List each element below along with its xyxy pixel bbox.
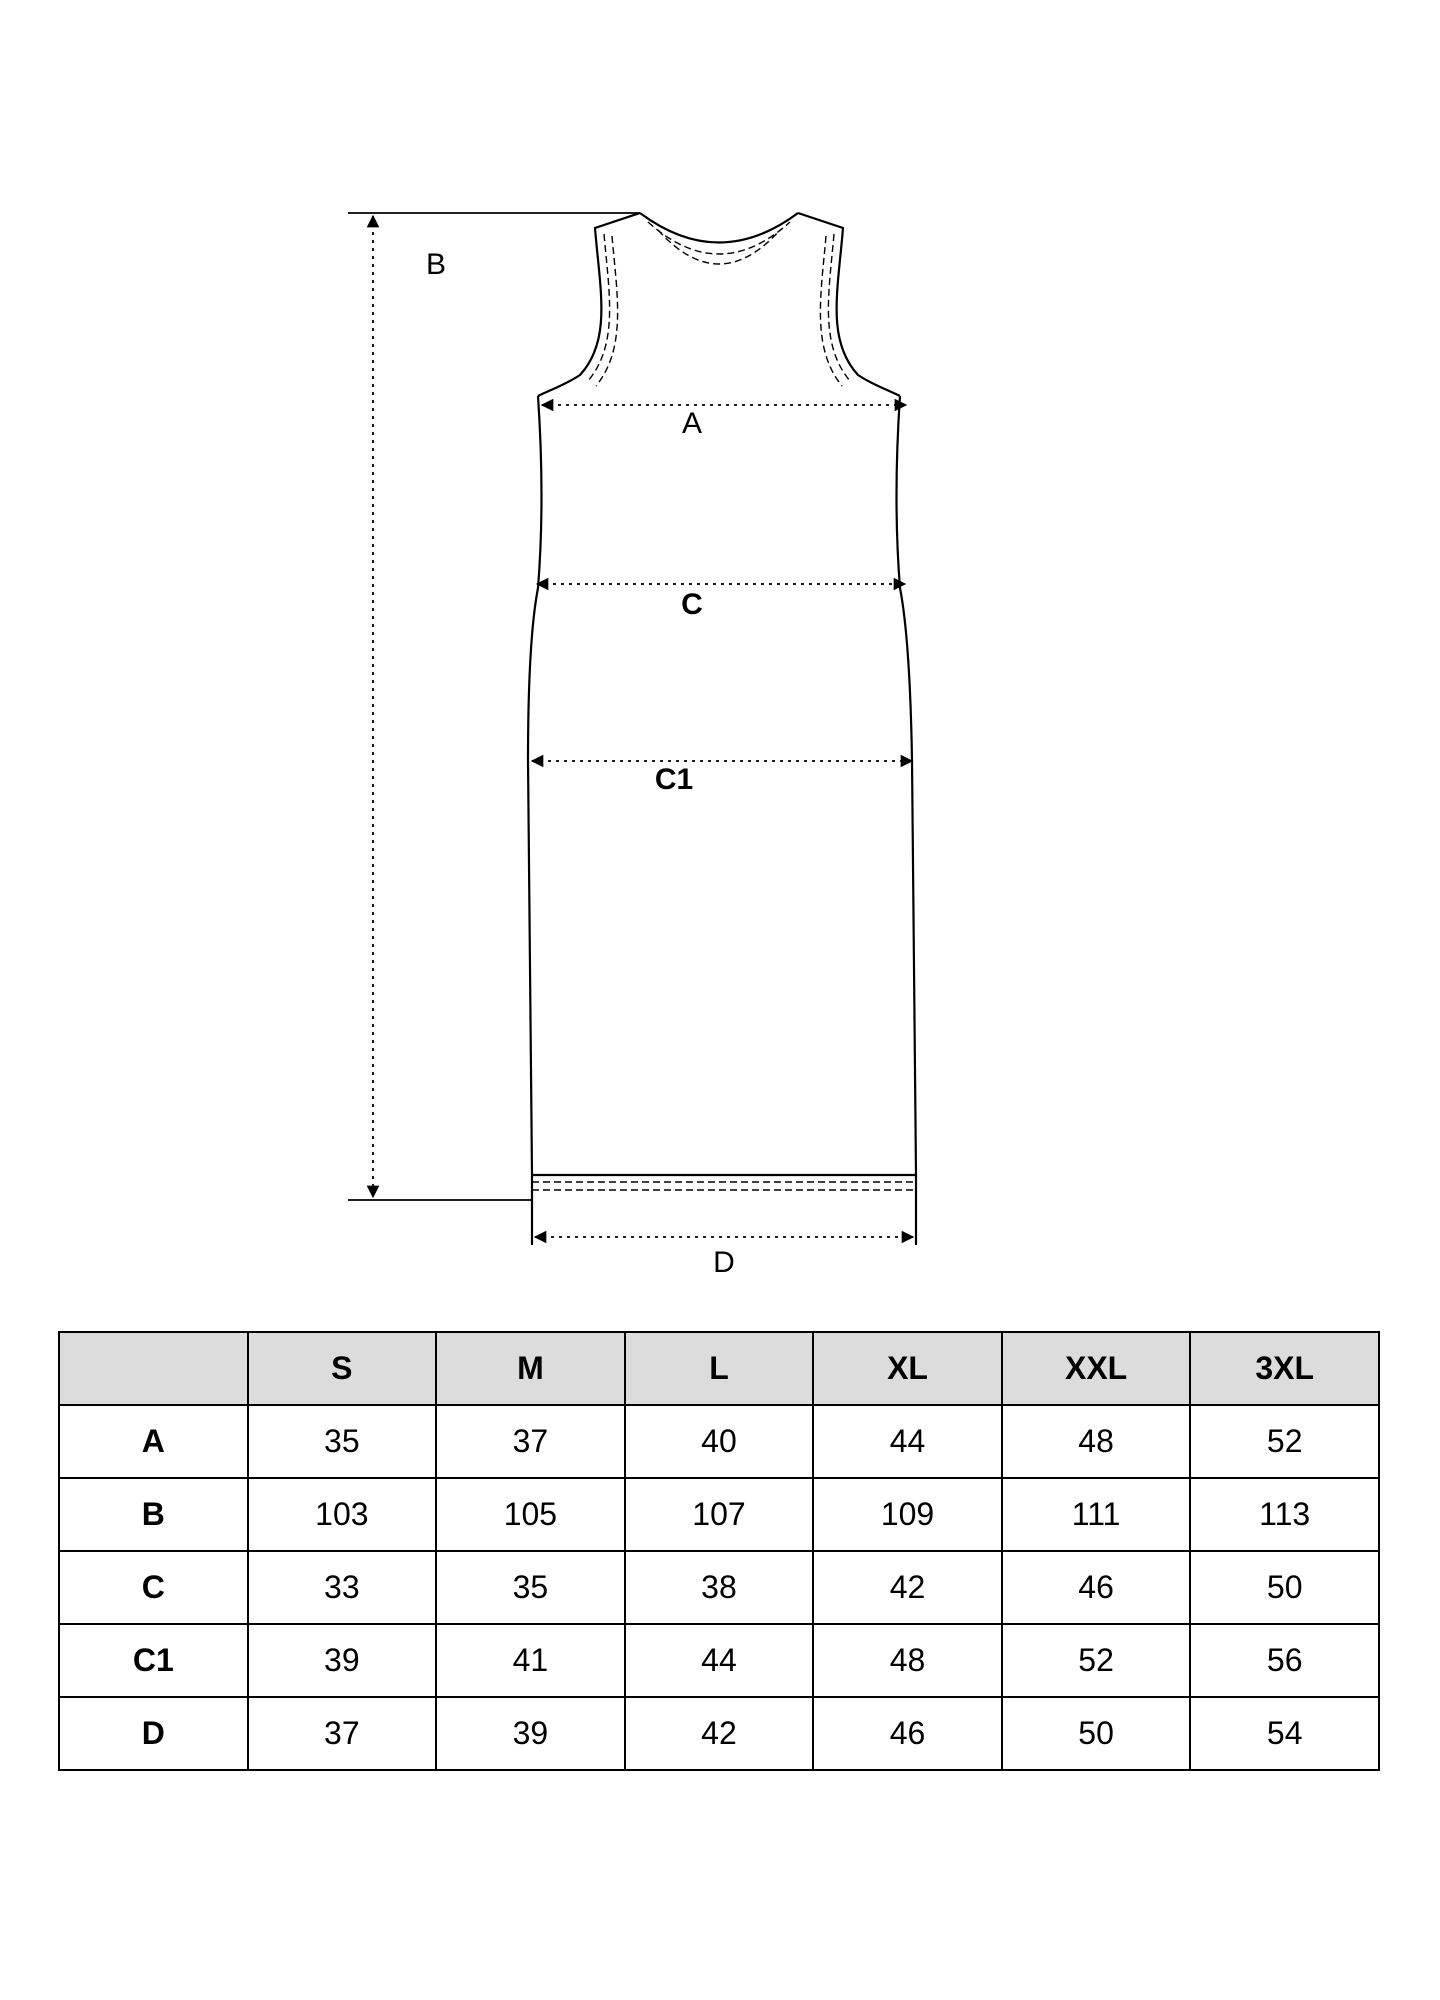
table-cell: 39 [436, 1697, 625, 1770]
table-cell: 35 [436, 1551, 625, 1624]
table-row [59, 1478, 1379, 1551]
size-header: S [248, 1332, 437, 1405]
table-cell: 103 [248, 1478, 437, 1551]
table-cell: 44 [625, 1624, 814, 1697]
row-label: D [59, 1697, 248, 1770]
table-cell: 56 [1190, 1624, 1379, 1697]
table-cell: 107 [625, 1478, 814, 1551]
table-cell: 113 [1190, 1478, 1379, 1551]
size-header: M [436, 1332, 625, 1405]
table-row [59, 1405, 1379, 1478]
table-row [59, 1624, 1379, 1697]
label-c1: C1 [654, 763, 694, 796]
size-chart-table [58, 1331, 1380, 1771]
table-cell: 39 [248, 1624, 437, 1697]
table-cell: 48 [813, 1624, 1002, 1697]
table-cell: 48 [1002, 1405, 1191, 1478]
table-cell: 42 [813, 1551, 1002, 1624]
table-cell: 46 [1002, 1551, 1191, 1624]
table-cell: 52 [1190, 1405, 1379, 1478]
table-cell: 54 [1190, 1697, 1379, 1770]
label-a: A [681, 407, 703, 440]
size-header: 3XL [1190, 1332, 1379, 1405]
table-corner-cell [59, 1332, 248, 1405]
table-cell: 37 [436, 1405, 625, 1478]
table-cell: 38 [625, 1551, 814, 1624]
row-label: B [59, 1478, 248, 1551]
table-cell: 52 [1002, 1624, 1191, 1697]
table-cell: 41 [436, 1624, 625, 1697]
table-cell: 109 [813, 1478, 1002, 1551]
table-cell: 40 [625, 1405, 814, 1478]
size-header: L [625, 1332, 814, 1405]
table-row [59, 1697, 1379, 1770]
row-label: A [59, 1405, 248, 1478]
table-cell: 33 [248, 1551, 437, 1624]
table-cell: 46 [813, 1697, 1002, 1770]
label-c: C [681, 588, 703, 621]
table-cell: 50 [1002, 1697, 1191, 1770]
table-header-row [59, 1332, 1379, 1405]
size-header: XXL [1002, 1332, 1191, 1405]
table-cell: 35 [248, 1405, 437, 1478]
row-label: C [59, 1551, 248, 1624]
table-cell: 50 [1190, 1551, 1379, 1624]
table-row [59, 1551, 1379, 1624]
table-cell: 37 [248, 1697, 437, 1770]
table-cell: 111 [1002, 1478, 1191, 1551]
table-cell: 105 [436, 1478, 625, 1551]
table-cell: 42 [625, 1697, 814, 1770]
table-cell: 44 [813, 1405, 1002, 1478]
size-header: XL [813, 1332, 1002, 1405]
label-d: D [713, 1246, 735, 1279]
measure-b [348, 213, 640, 1200]
dress-outline [528, 213, 916, 1245]
row-label: C1 [59, 1624, 248, 1697]
dress-stitching [532, 222, 916, 1190]
label-b: B [425, 248, 447, 281]
